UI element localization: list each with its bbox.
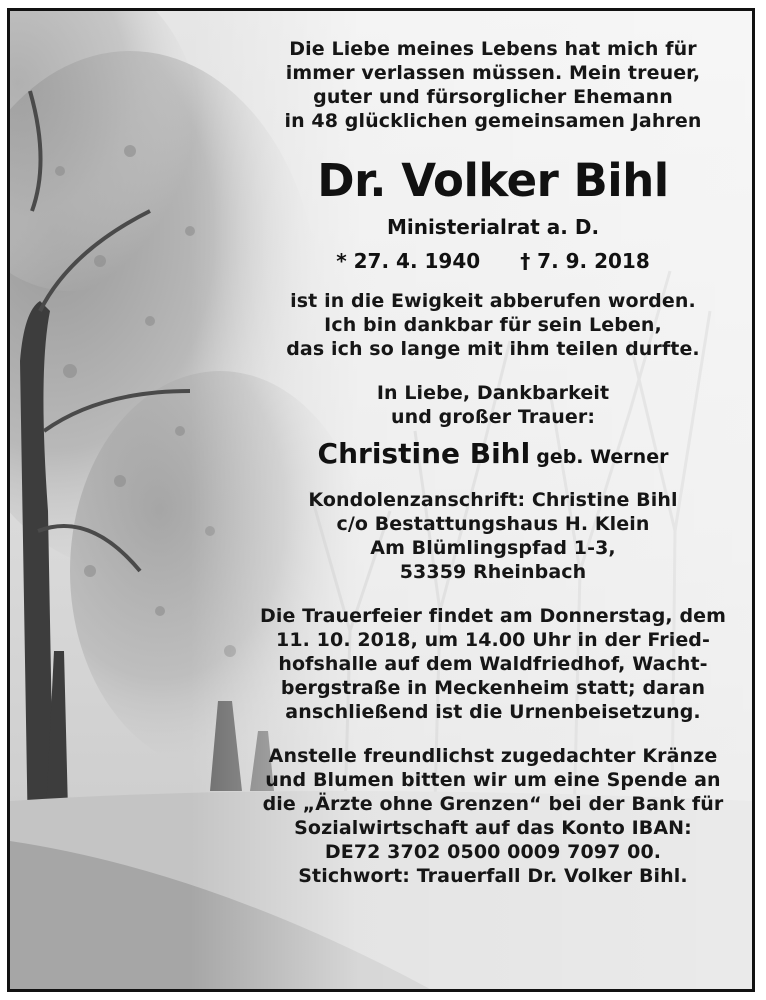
message-line: das ich so lange mit ihm teilen durfte.: [286, 338, 700, 360]
message-line: Ich bin dankbar für sein Leben,: [324, 314, 662, 336]
obituary-frame: [7, 8, 755, 992]
closing-line: und großer Trauer:: [390, 406, 596, 428]
intro-line: guter und fürsorglicher Ehemann: [313, 86, 673, 108]
iban-line: DE72 3702 0500 0009 7097 00.: [324, 841, 662, 863]
ceremony-line: bergstraße in Meckenheim statt; daran: [280, 677, 706, 699]
address-line: Kondolenzanschrift: Christine Bihl: [308, 489, 678, 511]
intro-line: Die Liebe meines Lebens hat mich für: [289, 38, 697, 60]
reference-line: Stichwort: Trauerfall Dr. Volker Bihl.: [298, 865, 688, 887]
ceremony-line: hofshalle auf dem Waldfriedhof, Wacht-: [278, 653, 708, 675]
life-dates: [258, 247, 728, 275]
closing-paragraph: [258, 381, 728, 429]
condolence-address: [258, 488, 728, 584]
ceremony-line: 11. 10. 2018, um 14.00 Uhr in der Fried-: [276, 629, 710, 651]
message-line: ist in die Ewigkeit abberufen worden.: [290, 290, 696, 312]
address-line: c/o Bestattungshaus H. Klein: [336, 513, 650, 535]
donation-line: Sozialwirtschaft auf das Konto IBAN:: [294, 817, 692, 839]
ceremony-paragraph: [258, 604, 728, 724]
obituary-text: [258, 37, 728, 888]
birth-date: * 27. 4. 1940: [336, 249, 481, 273]
deceased-name: Dr. Volker Bihl: [317, 154, 669, 207]
death-date: † 7. 9. 2018: [520, 249, 650, 273]
message-paragraph: [258, 289, 728, 361]
ceremony-line: anschließend ist die Urnenbeisetzung.: [285, 701, 701, 723]
donation-line: Anstelle freundlichst zugedachter Kränze: [268, 745, 718, 767]
deceased-title: Ministerialrat a. D.: [386, 215, 600, 239]
donation-paragraph: [258, 744, 728, 888]
mourner-born-name: geb. Werner: [536, 446, 669, 468]
intro-line: immer verlassen müssen. Mein treuer,: [285, 62, 701, 84]
closing-line: In Liebe, Dankbarkeit: [376, 382, 610, 404]
address-line: 53359 Rheinbach: [399, 561, 587, 583]
ceremony-line: Die Trauerfeier findet am Donnerstag, dem: [259, 605, 727, 627]
address-line: Am Blümlingspfad 1-3,: [370, 537, 616, 559]
donation-line: und Blumen bitten wir um eine Spende an: [265, 769, 721, 791]
intro-line: in 48 glücklichen gemeinsamen Jahren: [284, 110, 702, 132]
intro-paragraph: [258, 37, 728, 133]
mourner-signature: [258, 437, 728, 470]
donation-line: die „Ärzte ohne Grenzen“ bei der Bank für: [262, 793, 724, 815]
mourner-name: Christine Bihl: [317, 437, 531, 470]
